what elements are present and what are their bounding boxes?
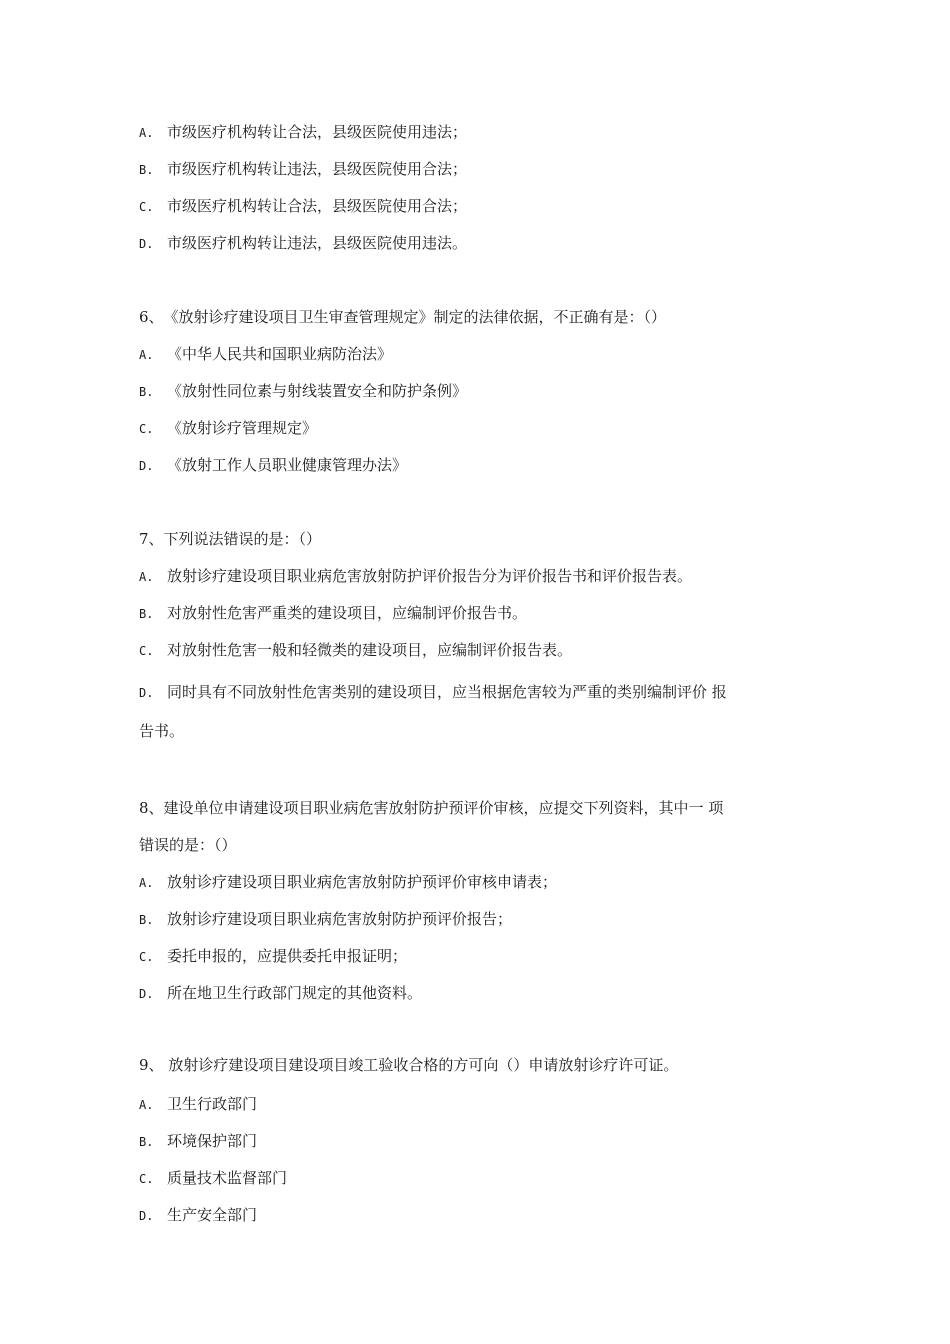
q7-option-b: [139, 602, 820, 625]
q5-option-a: [139, 121, 820, 144]
q5-option-b: [139, 158, 820, 181]
question-number: 6、: [139, 308, 164, 326]
option-letter: C.: [139, 644, 154, 658]
option-letter: C.: [139, 950, 154, 964]
q6-option-a: [139, 343, 820, 366]
option-text: 同时具有不同放射性危害类别的建设项目，应当根据危害较为严重的类别编制评价 报: [167, 683, 727, 701]
question-number: 8、: [139, 799, 164, 817]
question-text: 下列说法错误的是：（）: [163, 530, 322, 548]
option-letter: C.: [139, 422, 154, 436]
option-text: 所在地卫生行政部门规定的其他资料。: [167, 984, 423, 1002]
option-text: 市级医疗机构转让合法，县级医院使用违法；: [167, 123, 468, 141]
option-letter: B.: [139, 913, 154, 927]
option-letter: D.: [139, 459, 154, 473]
question-number: 9、: [139, 1056, 164, 1074]
question-text: 建设单位申请建设项目职业病危害放射防护预评价审核，应提交下列资料，其中一 项: [163, 799, 724, 817]
question-text-continuation: 错误的是：（）: [139, 836, 237, 854]
question-text: 《放射诊疗建设项目卫生审查管理规定》制定的法律依据，不正确有是：（）: [163, 308, 667, 326]
option-text: 《放射性同位素与射线装置安全和防护条例》: [167, 382, 468, 400]
q7-option-d: [139, 681, 820, 704]
option-letter: C.: [139, 200, 154, 214]
question-number: 7、: [139, 530, 164, 548]
q9-option-b: [139, 1130, 820, 1153]
option-text: 市级医疗机构转让违法，县级医院使用违法。: [167, 234, 468, 252]
option-letter: B.: [139, 163, 154, 177]
q5-option-c: [139, 195, 820, 218]
q8-option-c: [139, 945, 820, 968]
q7-option-a: [139, 565, 820, 588]
option-letter: A.: [139, 348, 154, 362]
option-letter: A.: [139, 570, 154, 584]
q6-option-b: [139, 380, 820, 403]
option-text: 放射诊疗建设项目职业病危害放射防护预评价报告；: [167, 910, 513, 928]
q9-option-d: [139, 1204, 820, 1227]
q9-option-a: [139, 1093, 820, 1116]
q6-option-c: [139, 417, 820, 440]
option-letter: C.: [139, 1172, 154, 1186]
q8-option-a: [139, 871, 820, 894]
option-text: 委托申报的，应提供委托申报证明；: [167, 947, 408, 965]
q9-stem: [139, 1054, 820, 1076]
option-text-continuation: 告书。: [139, 722, 185, 740]
option-text: 市级医疗机构转让违法，县级医院使用合法；: [167, 160, 468, 178]
option-letter: B.: [139, 607, 154, 621]
q9-option-c: [139, 1167, 820, 1190]
question-text: 放射诊疗建设项目建设项目竣工验收合格的方可向（）申请放射诊疗许可证。: [163, 1056, 679, 1074]
q5-option-d: [139, 232, 820, 255]
option-letter: A.: [139, 1098, 154, 1112]
q7-option-c: [139, 639, 820, 662]
option-text: 市级医疗机构转让合法，县级医院使用合法；: [167, 197, 468, 215]
option-text: 质量技术监督部门: [167, 1169, 288, 1187]
option-letter: A.: [139, 876, 154, 890]
q8-stem-continuation: [139, 834, 820, 856]
option-text: 对放射性危害一般和轻微类的建设项目，应编制评价报告表。: [167, 641, 573, 659]
q8-option-d: [139, 982, 820, 1005]
option-letter: B.: [139, 385, 154, 399]
q7-option-d-continuation: [139, 720, 820, 742]
option-letter: D.: [139, 987, 154, 1001]
option-letter: D.: [139, 237, 154, 251]
q6-stem: [139, 306, 820, 328]
option-letter: A.: [139, 126, 154, 140]
q8-stem: [139, 797, 820, 819]
q7-stem: [139, 528, 820, 550]
option-text: 《放射诊疗管理规定》: [167, 419, 318, 437]
option-text: 《放射工作人员职业健康管理办法》: [167, 456, 408, 474]
option-text: 《中华人民共和国职业病防治法》: [167, 345, 393, 363]
option-text: 放射诊疗建设项目职业病危害放射防护预评价审核申请表；: [167, 873, 558, 891]
q8-option-b: [139, 908, 820, 931]
option-text: 环境保护部门: [167, 1132, 258, 1150]
option-text: 放射诊疗建设项目职业病危害放射防护评价报告分为评价报告书和评价报告表。: [167, 567, 693, 585]
q6-option-d: [139, 454, 820, 477]
option-text: 对放射性危害严重类的建设项目，应编制评价报告书。: [167, 604, 528, 622]
option-letter: D.: [139, 686, 154, 700]
option-letter: D.: [139, 1209, 154, 1223]
option-text: 生产安全部门: [167, 1206, 258, 1224]
option-text: 卫生行政部门: [167, 1095, 258, 1113]
option-letter: B.: [139, 1135, 154, 1149]
